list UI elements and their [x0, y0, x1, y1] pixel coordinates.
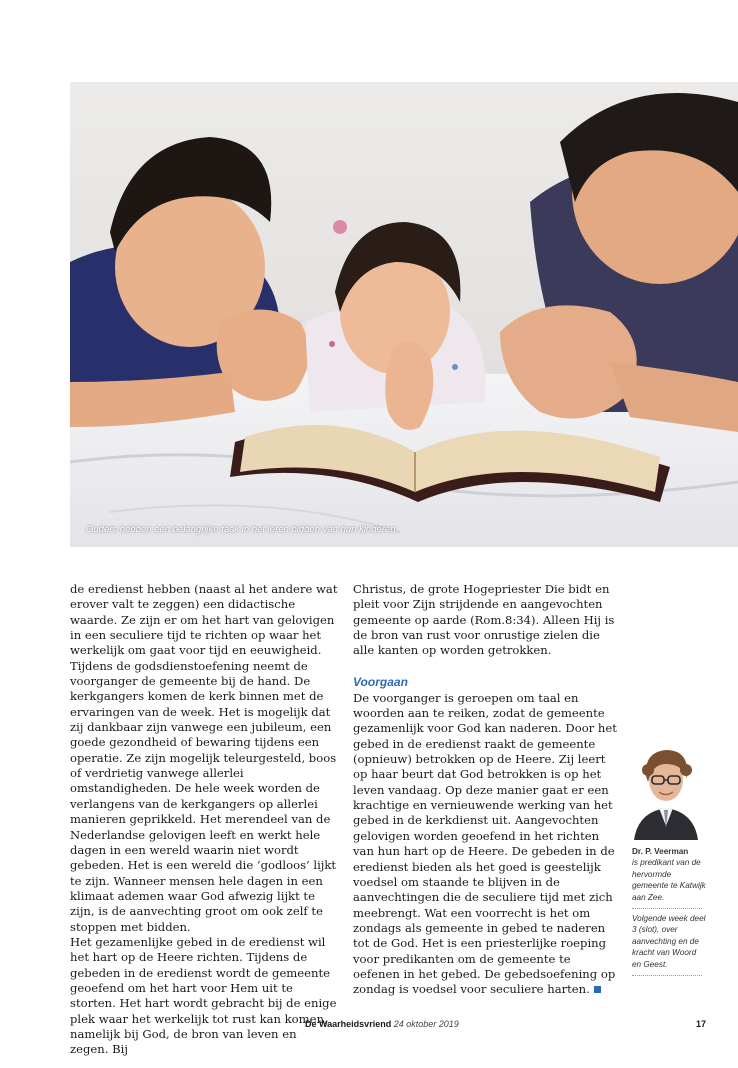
paragraph: Christus, de grote Hogepriester Die bidt en pleit voor Zijn strijdende en aangevochten gemeente op aarde (Rom.8:34). Alleen Hij is de bron van rust voor onrustige zielen die alle kanten op worden getrokken.	[353, 582, 615, 658]
divider	[632, 975, 702, 976]
author-bio: is predikant van de hervormde gemeente te Katwijk aan Zee.	[632, 858, 706, 902]
end-square-icon	[594, 986, 601, 993]
section-heading: Voorgaan	[353, 674, 408, 689]
paragraph: Het gezamenlijke gebed in de eredienst wil het hart op de Heere richten. Tijdens de gebeden in de eredienst wordt de gemeente geoefend om het hart voor Hem uit te storten. Het hart wordt gebracht bij de enige plek waar het werkelijk tot rust kan komen, namelijk bij God, de bron van leven en zegen. Bij	[70, 934, 337, 1057]
author-portrait	[632, 742, 700, 840]
paragraph: Tijdens de godsdienstoefening neemt de voorganger de gemeente bij de hand. De kerkgangers komen de kerk binnen met de ervaringen van de week. Het is mogelijk dat zij dankbaar zijn vanwege een jubileum, een goede gezondheid of bewaring tijdens een operatie. Ze zijn mogelijk teleurgesteld, boos of verdrietig vanwege allerlei omstandigheden. De hele week worden de verlangens van de kerkgangers op allerlei manieren geprikkeld. Het merendeel van de Nederlandse gelovigen leeft en werkt hele dagen in een wereld waarin niet wordt gebeden. Het is een wereld die ‘godloos’ lijkt te zijn. Wanneer mensen hele dagen in een klimaat ademen waar God afwezig lijkt te zijn, is de aanvechting groot om ook zelf te stoppen met bidden.	[70, 658, 337, 934]
page-number: 17	[696, 1019, 707, 1029]
article-column-2	[353, 582, 621, 998]
magazine-name: De Waarheidsvriend	[305, 1019, 392, 1029]
article-column-1	[70, 582, 338, 1058]
author-box	[632, 742, 706, 980]
paragraph: de eredienst hebben (naast al het andere wat erover valt te zeggen) een didactische waarde. Ze zijn er om het hart van gelovigen in een seculiere tijd te richten op waar het werkelijk om gaat voor tijd en eeuwigheid.	[70, 582, 338, 658]
family-praying-illustration	[70, 82, 738, 547]
issue-date: 24 oktober 2019	[393, 1019, 459, 1029]
photo-caption: Ouders hebben een belangrijke taak in het leren bidden van hun kinderen.	[86, 524, 399, 535]
footer-magazine	[305, 1019, 459, 1029]
author-name: Dr. P. Veerman	[632, 847, 689, 856]
paragraph	[353, 691, 621, 998]
paragraph-text: De voorganger is geroepen om taal en woorden aan te reiken, zodat de gemeente gezamenlijk voor God kan naderen. Door het gebed in de eredienst raakt de gemeente (opnieuw) betrokken op de Heere. Zij leert op haar beurt dat God betrokken is op het leven vandaag. Op deze manier gaat er een krachtige en vernieuwende werking van het gebed in de kerkdienst uit. Aangevochten gelovigen worden geoefend in het richten van hun hart op de Heere. De gebeden in de eredienst bieden als het goed is geestelijk voedsel om staande te blijven in de aanvechtingen die de seculiere tijd met zich meebrengt. Wat een voorrecht is het om zondags als gemeente in gebed te naderen tot de God. Het is een priesterlijke roeping voor predikanten om de gemeente te oefenen in het gebed. De gebedsoefening op zondag is voedsel voor seculiere harten.	[353, 690, 617, 997]
divider	[632, 908, 702, 909]
next-week-note: Volgende week deel 3 (slot), over aanvechting en de kracht van Woord en Geest.	[632, 914, 706, 969]
article-photo	[70, 82, 738, 547]
